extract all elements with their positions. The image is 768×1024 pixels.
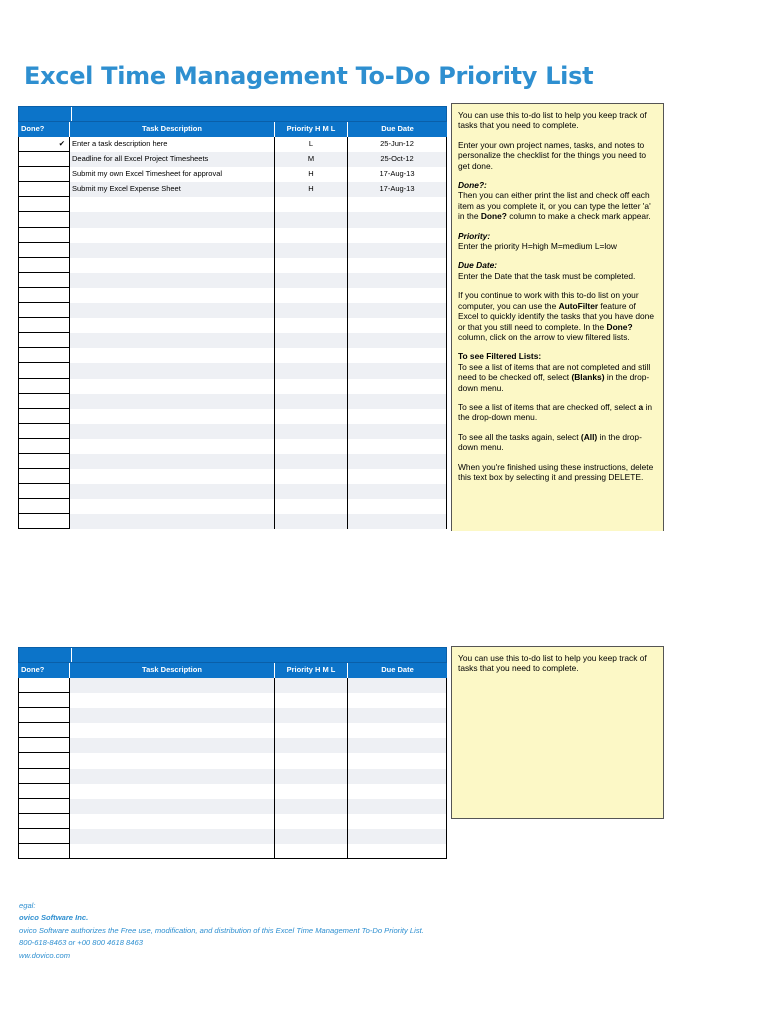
note-all-text: To see all the tasks again, select (All) in the drop-down menu.	[458, 431, 642, 453]
done-cell[interactable]	[18, 182, 70, 197]
priority-cell[interactable]	[275, 784, 348, 799]
table-row	[18, 708, 447, 723]
done-cell[interactable]	[18, 514, 70, 529]
task-cell[interactable]	[70, 708, 275, 723]
table-row	[18, 409, 447, 424]
due-date-cell[interactable]	[348, 363, 447, 378]
table-row	[18, 693, 447, 708]
task-cell[interactable]	[70, 318, 275, 333]
header-due-date[interactable]: Due Date	[381, 124, 414, 133]
priority-cell[interactable]	[275, 678, 348, 693]
table-body	[18, 678, 447, 859]
done-cell[interactable]	[18, 844, 70, 859]
task-cell[interactable]	[70, 678, 275, 693]
done-cell[interactable]	[18, 753, 70, 768]
task-cell[interactable]	[70, 273, 275, 288]
table-row	[18, 829, 447, 844]
table-body	[18, 137, 447, 529]
due-date-cell[interactable]	[348, 499, 447, 514]
due-date-cell[interactable]	[348, 197, 447, 212]
legal-footer	[19, 900, 424, 962]
done-cell[interactable]	[18, 738, 70, 753]
table-row	[18, 484, 447, 499]
priority-cell[interactable]: M	[275, 152, 348, 167]
priority-cell[interactable]	[275, 348, 348, 363]
task-cell[interactable]	[70, 228, 275, 243]
due-date-cell[interactable]	[348, 514, 447, 529]
task-cell[interactable]	[70, 439, 275, 454]
note-finish-text: When you're finished using these instructions, delete this text box by selecting it and pressing DELETE.	[458, 461, 654, 482]
table-row	[18, 152, 447, 167]
due-date-cell[interactable]	[348, 829, 447, 844]
table-row	[18, 167, 447, 182]
todo-table-2	[18, 647, 447, 859]
task-cell[interactable]	[70, 814, 275, 829]
priority-cell[interactable]	[275, 499, 348, 514]
priority-cell[interactable]	[275, 484, 348, 499]
due-date-cell[interactable]	[348, 243, 447, 258]
legal-phone: 800-618-8463 or +00 800 4618 8463	[19, 938, 143, 948]
due-date-cell[interactable]	[348, 303, 447, 318]
table-row	[18, 212, 447, 227]
done-cell[interactable]	[18, 348, 70, 363]
done-cell[interactable]	[18, 379, 70, 394]
priority-cell[interactable]	[275, 228, 348, 243]
priority-cell[interactable]	[275, 844, 348, 859]
task-cell[interactable]	[70, 197, 275, 212]
due-date-cell[interactable]	[348, 708, 447, 723]
due-date-cell[interactable]	[348, 753, 447, 768]
task-cell[interactable]	[70, 348, 275, 363]
priority-cell[interactable]	[275, 379, 348, 394]
table-row	[18, 273, 447, 288]
note-done-heading: Done?:	[458, 180, 487, 191]
note-done-text: Then you can either print the list and check off each item as you complete it, or you can type the letter 'a' in the Done? column to make a check mark appear.	[458, 190, 651, 222]
due-date-cell[interactable]	[348, 228, 447, 243]
task-cell[interactable]	[70, 469, 275, 484]
task-cell[interactable]	[70, 844, 275, 859]
legal-label: egal:	[19, 901, 36, 910]
due-date-cell[interactable]	[348, 439, 447, 454]
priority-cell[interactable]	[275, 723, 348, 738]
table-row	[18, 499, 447, 514]
legal-text: ovico Software authorizes the Free use, modification, and distribution of this Excel Time Management To-Do Priority List.	[19, 925, 424, 935]
done-cell[interactable]	[18, 197, 70, 212]
priority-cell[interactable]	[275, 469, 348, 484]
task-cell[interactable]	[70, 394, 275, 409]
task-cell[interactable]: Enter a task description here	[70, 137, 275, 152]
legal-company: ovico Software Inc.	[19, 913, 89, 923]
priority-cell[interactable]	[275, 363, 348, 378]
table-row	[18, 333, 447, 348]
header-task[interactable]: Task Description	[70, 122, 275, 137]
table-row	[18, 197, 447, 212]
table-row	[18, 243, 447, 258]
table-row	[18, 738, 447, 753]
done-cell[interactable]	[18, 228, 70, 243]
due-date-cell[interactable]	[348, 844, 447, 859]
priority-cell[interactable]	[275, 799, 348, 814]
due-date-cell[interactable]: 17-Aug-13	[348, 182, 447, 197]
table-row	[18, 753, 447, 768]
done-cell[interactable]	[18, 273, 70, 288]
header-priority[interactable]: Priority H M L	[275, 663, 348, 678]
priority-cell[interactable]	[275, 769, 348, 784]
done-cell[interactable]	[18, 723, 70, 738]
due-date-cell[interactable]	[348, 723, 447, 738]
priority-cell[interactable]	[275, 258, 348, 273]
legal-website[interactable]: ww.dovico.com	[19, 950, 71, 960]
priority-cell[interactable]	[275, 514, 348, 529]
done-cell[interactable]	[18, 333, 70, 348]
done-cell[interactable]	[18, 784, 70, 799]
done-cell[interactable]	[18, 693, 70, 708]
due-date-cell[interactable]	[348, 212, 447, 227]
due-date-cell[interactable]	[348, 769, 447, 784]
task-cell[interactable]	[70, 409, 275, 424]
task-cell[interactable]	[70, 693, 275, 708]
table-row	[18, 723, 447, 738]
task-cell[interactable]	[70, 484, 275, 499]
task-cell[interactable]	[70, 363, 275, 378]
note-intro: You can use this to-do list to help you keep track of tasks that you need to complete.	[458, 653, 647, 674]
table-row	[18, 303, 447, 318]
task-cell[interactable]	[70, 514, 275, 529]
task-cell[interactable]	[70, 499, 275, 514]
header-done[interactable]: Done?	[18, 663, 70, 678]
task-cell[interactable]	[70, 799, 275, 814]
priority-cell[interactable]	[275, 333, 348, 348]
priority-cell[interactable]: H	[275, 182, 348, 197]
due-date-cell[interactable]	[348, 738, 447, 753]
note-personalize: Enter your own project names, tasks, and notes to personalize the checklist for the things you need to get done.	[458, 139, 647, 171]
due-date-cell[interactable]	[348, 333, 447, 348]
note-filtered-heading: To see Filtered Lists:	[458, 351, 542, 362]
done-cell[interactable]	[18, 769, 70, 784]
table-row	[18, 318, 447, 333]
priority-cell[interactable]: L	[275, 137, 348, 152]
priority-cell[interactable]	[275, 424, 348, 439]
task-cell[interactable]	[70, 212, 275, 227]
priority-cell[interactable]	[275, 693, 348, 708]
task-cell[interactable]: Deadline for all Excel Project Timesheets	[70, 152, 275, 167]
done-cell[interactable]	[18, 499, 70, 514]
task-cell[interactable]	[70, 769, 275, 784]
done-cell[interactable]	[18, 829, 70, 844]
task-cell[interactable]: Submit my Excel Expense Sheet	[70, 182, 275, 197]
task-cell[interactable]	[70, 379, 275, 394]
task-cell[interactable]: Submit my own Excel Timesheet for approval	[70, 167, 275, 182]
task-cell[interactable]	[70, 753, 275, 768]
priority-cell[interactable]	[275, 439, 348, 454]
task-cell[interactable]	[70, 258, 275, 273]
priority-cell[interactable]	[275, 273, 348, 288]
due-date-cell[interactable]	[348, 784, 447, 799]
done-cell[interactable]	[18, 258, 70, 273]
header-priority[interactable]: Priority H M L	[275, 122, 348, 137]
due-date-cell[interactable]	[348, 484, 447, 499]
done-cell[interactable]	[18, 167, 70, 182]
done-cell[interactable]	[18, 424, 70, 439]
note-priority-heading: Priority:	[458, 230, 491, 241]
due-date-cell[interactable]	[348, 454, 447, 469]
task-cell[interactable]	[70, 738, 275, 753]
done-cell[interactable]	[18, 454, 70, 469]
due-date-cell[interactable]	[348, 693, 447, 708]
table-row	[18, 288, 447, 303]
table-header	[18, 122, 447, 137]
done-cell[interactable]	[18, 469, 70, 484]
priority-cell[interactable]	[275, 454, 348, 469]
due-date-cell[interactable]	[348, 379, 447, 394]
due-date-cell[interactable]	[348, 394, 447, 409]
done-cell[interactable]	[18, 678, 70, 693]
priority-cell[interactable]	[275, 829, 348, 844]
due-date-cell[interactable]	[348, 678, 447, 693]
priority-cell[interactable]	[275, 738, 348, 753]
priority-cell[interactable]	[275, 708, 348, 723]
table-top-band	[18, 106, 447, 122]
page-title: Excel Time Management To-Do Priority List	[24, 62, 594, 90]
done-cell[interactable]	[18, 799, 70, 814]
task-cell[interactable]	[70, 454, 275, 469]
table-row	[18, 678, 447, 693]
due-date-cell[interactable]: 25-Oct-12	[348, 152, 447, 167]
table-row	[18, 228, 447, 243]
due-date-cell[interactable]: 17-Aug-13	[348, 167, 447, 182]
table-top-band	[18, 647, 447, 663]
task-cell[interactable]	[70, 784, 275, 799]
due-date-cell[interactable]	[348, 258, 447, 273]
table-row	[18, 769, 447, 784]
due-date-cell[interactable]: 25-Jun-12	[348, 137, 447, 152]
table-row	[18, 137, 447, 152]
due-date-cell[interactable]	[348, 409, 447, 424]
priority-cell[interactable]	[275, 409, 348, 424]
priority-cell[interactable]	[275, 318, 348, 333]
priority-cell[interactable]	[275, 814, 348, 829]
table-row	[18, 182, 447, 197]
due-date-cell[interactable]	[348, 318, 447, 333]
due-date-cell[interactable]	[348, 288, 447, 303]
done-cell[interactable]	[18, 394, 70, 409]
table-row	[18, 784, 447, 799]
task-cell[interactable]	[70, 829, 275, 844]
table-row	[18, 799, 447, 814]
done-cell[interactable]	[18, 409, 70, 424]
note-due-heading: Due Date:	[458, 260, 498, 271]
table-row	[18, 844, 447, 859]
done-cell[interactable]	[18, 318, 70, 333]
due-date-cell[interactable]	[348, 799, 447, 814]
table-row	[18, 424, 447, 439]
done-cell[interactable]	[18, 288, 70, 303]
note-intro: You can use this to-do list to help you keep track of tasks that you need to complete.	[458, 110, 647, 131]
table-row	[18, 379, 447, 394]
priority-cell[interactable]	[275, 212, 348, 227]
instructions-note-2[interactable]	[451, 646, 664, 819]
due-date-cell[interactable]	[348, 469, 447, 484]
table-row	[18, 514, 447, 529]
table-row	[18, 258, 447, 273]
table-row	[18, 454, 447, 469]
done-cell[interactable]: ✔	[18, 137, 70, 152]
note-due-text: Enter the Date that the task must be completed.	[458, 270, 636, 281]
table-row	[18, 363, 447, 378]
header-done[interactable]: Done?	[18, 122, 70, 137]
table-row	[18, 348, 447, 363]
done-cell[interactable]	[18, 152, 70, 167]
table-row	[18, 439, 447, 454]
due-date-cell[interactable]	[348, 424, 447, 439]
priority-cell[interactable]	[275, 753, 348, 768]
task-cell[interactable]	[70, 288, 275, 303]
priority-cell[interactable]	[275, 197, 348, 212]
done-cell[interactable]	[18, 814, 70, 829]
priority-cell[interactable]	[275, 394, 348, 409]
done-cell[interactable]	[18, 243, 70, 258]
due-date-cell[interactable]	[348, 348, 447, 363]
task-cell[interactable]	[70, 424, 275, 439]
note-autofilter-text: If you continue to work with this to-do list on your computer, you can use the AutoFilter feature of Excel to quickly identify the tasks that you have done or that you still need to complete. In the Done? column, click on the arrow to view filtered lists.	[458, 290, 654, 342]
table-row	[18, 814, 447, 829]
done-cell[interactable]	[18, 439, 70, 454]
table-row	[18, 469, 447, 484]
note-priority-text: Enter the priority H=high M=medium L=low	[458, 241, 617, 252]
task-cell[interactable]	[70, 723, 275, 738]
note-checked-text: To see a list of items that are checked off, select a in the drop-down menu.	[458, 401, 652, 423]
priority-cell[interactable]: H	[275, 167, 348, 182]
task-cell[interactable]	[70, 243, 275, 258]
priority-cell[interactable]	[275, 243, 348, 258]
due-date-cell[interactable]	[348, 814, 447, 829]
done-cell[interactable]	[18, 363, 70, 378]
todo-table-1	[18, 106, 447, 529]
table-header	[18, 663, 447, 678]
instructions-note[interactable]	[451, 103, 664, 531]
task-cell[interactable]	[70, 303, 275, 318]
task-cell[interactable]	[70, 333, 275, 348]
header-task[interactable]: Task Description	[70, 663, 275, 678]
done-cell[interactable]	[18, 212, 70, 227]
done-cell[interactable]	[18, 484, 70, 499]
header-due-date[interactable]: Due Date	[381, 665, 414, 674]
priority-cell[interactable]	[275, 288, 348, 303]
priority-cell[interactable]	[275, 303, 348, 318]
done-cell[interactable]	[18, 708, 70, 723]
table-row	[18, 394, 447, 409]
done-cell[interactable]	[18, 303, 70, 318]
due-date-cell[interactable]	[348, 273, 447, 288]
note-blanks-text: To see a list of items that are not completed and still need to be checked off, select (Blanks) in the drop-down menu.	[458, 361, 651, 393]
